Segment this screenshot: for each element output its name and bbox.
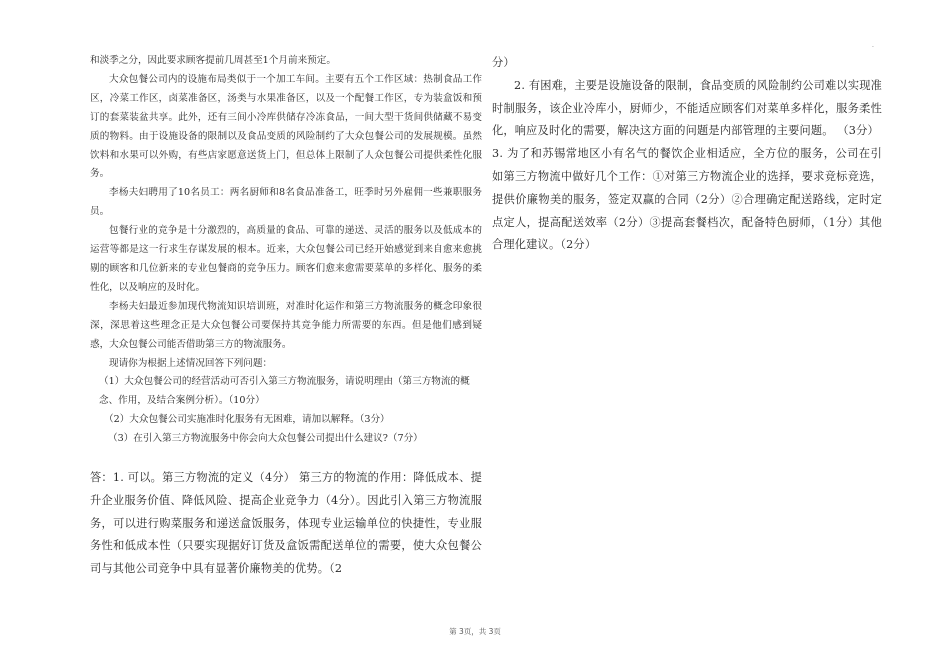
right-column <box>492 52 882 257</box>
question-2: （2）大众包餐公司实施准时化服务有无困难，请加以解释。（3分） <box>104 414 390 426</box>
answer-2-text: 2. 有困难，主要是设施设备的限制，食品变质的风险制约公司难以实现准时制服务，该企业冷库小，厨师少，不能适应顾客们对菜单多样化，服务柔性化，响应及时化的需要，解决这方面的问题是内部管理的主要问题。 （3分） <box>492 78 882 138</box>
answer-1-text: 答：1. 可以。第三方物流的定义（4分） 第三方的物流的作用：降低成本、提升企业服务价值、降低风险、提高企业竞争力（4分）。因此引入第三方物流服务，可以进行购菜服务和递送盒饭服务，体现专业运输单位的快捷性，专业服务性和低成本性（只要实现据好订货及盒饭需配送单位的需要，使大众包餐公司与其他公司竞争中具有显著价廉物美的优势。（2 <box>90 471 482 576</box>
page-footer: 第 3页，共 3页 <box>449 627 501 636</box>
answer-1-continuation: 分） <box>492 56 515 69</box>
corner-mark: . <box>872 42 874 49</box>
answer-3-text: 3. 为了和苏锡常地区小有名气的餐饮企业相适应，全方位的服务，公司在引如第三方物流中做好几个工作：①对第三方物流企业的选择，要求竞标竞选，提供价廉物美的服务，签定双赢的合同（2分）②合理确定配送路线，定时定点定人，提高配送效率（2分）③提高套餐档次，配备特色厨师，（1分）其他合理化建议。（2分） <box>492 147 882 252</box>
case-paragraph-3: 李杨夫妇聘用了10名员工：两名厨师和8名食品准备工，旺季时另外雇佣一些兼职服务员。 <box>90 187 482 218</box>
question-3: （3）在引入第三方物流服务中你会向大众包餐公司提出什么建议?（7分） <box>108 433 423 445</box>
question-prompt: 现请你为根据上述情况回答下列问题： <box>109 357 273 369</box>
case-paragraph-4: 包餐行业的竞争是十分激烈的，高质量的食品、可靠的递送、灵活的服务以及低成本的运营等都是这一行求生存谋发展的根本。近来，大众包餐公司已经开始感觉到来自愈来愈挑剔的顾客和几位新来的专业包餐商的竞争压力。顾客们愈来愈需要菜单的多样化、服务的柔性化，以及响应的及时化。 <box>90 225 482 293</box>
question-1: （1）大众包餐公司的经营活动可否引入第三方物流服务，请说明理由（第三方物流的概念、作用，及结合案例分析）。（10分） <box>99 376 470 407</box>
left-column <box>90 52 482 581</box>
case-paragraph-5: 李杨夫妇最近参加现代物流知识培训班，对准时化运作和第三方物流服务的概念印象很深，深思着这些理念正是大众包餐公司要保持其竞争能力所需要的东西。但是他们感到疑惑，大众包餐公司能否借助第三方的物流服务。 <box>90 300 482 350</box>
answer-block <box>90 467 482 581</box>
case-paragraph-1: 和淡季之分，因此要求顾客提前几周甚至1个月前来预定。 <box>90 55 336 66</box>
case-paragraph-2: 大众包餐公司内的设施布局类似于一个加工车间。主要有五个工作区域：热制食品工作区，冷菜工作区，卤菜准备区，汤类与水果准备区，以及一个配餐工作区，专为装盒饭和预订的套菜装盆共享。此外，还有三间小冷库供储存冷冻食品，一间大型干货间供储藏不易变质的物料。由于设施设备的限制以及食品变质的风险制约了大众包餐公司的发展规模。虽然饮料和水果可以外购，有些店家愿意送货上门，但总体上限制了人众包餐公司提供柔性化服务。 <box>90 73 482 180</box>
